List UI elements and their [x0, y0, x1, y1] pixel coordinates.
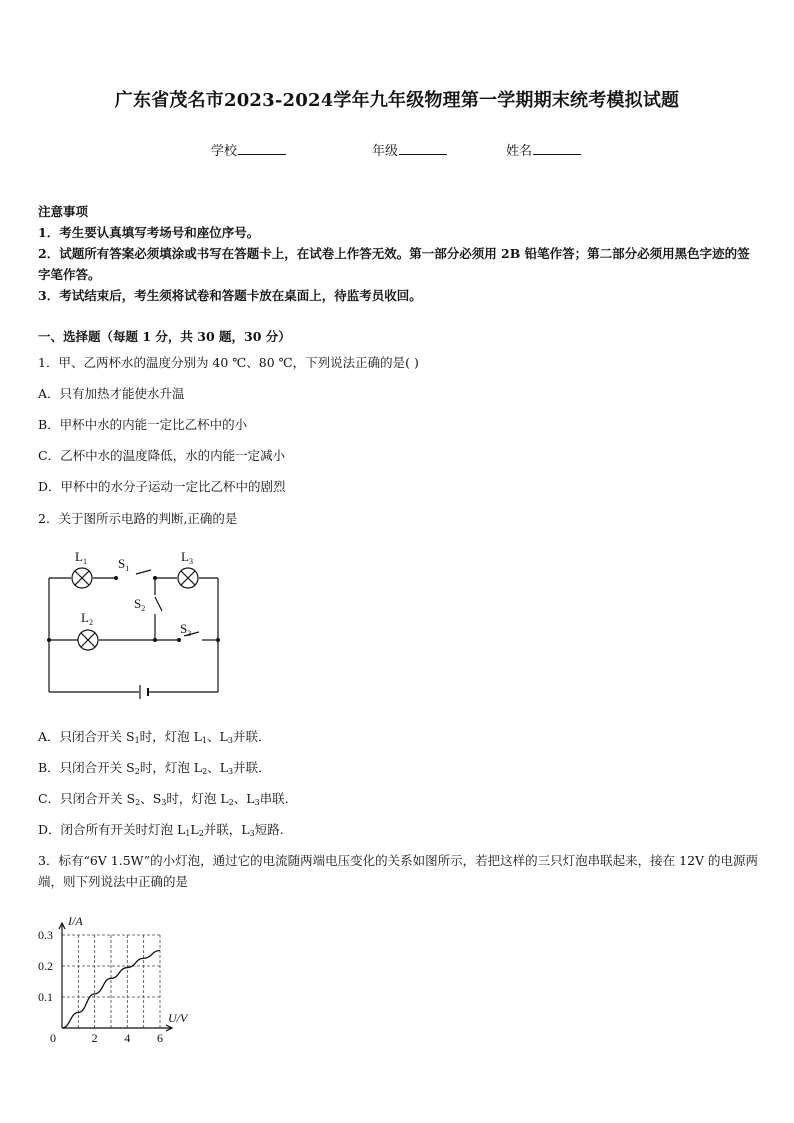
- q1-option-d[interactable]: D．甲杯中的水分子运动一定比乙杯中的剧烈: [38, 479, 286, 494]
- grade-field[interactable]: [372, 140, 447, 159]
- school-field[interactable]: [211, 140, 286, 159]
- junction-dot: [153, 638, 157, 642]
- school-label: 学校: [211, 144, 238, 159]
- junction-dot: [216, 638, 220, 642]
- q2-option-c[interactable]: C．只闭合开关 $S_2$、$S_3$时，灯泡 $L_2$、$L_3$串联．: [38, 791, 298, 807]
- q1-option-c[interactable]: C．乙杯中水的温度降低，水的内能一定减小: [38, 448, 286, 463]
- note-item: 2．试题所有答案必须填涂或书写在答题卡上，在试卷上作答无效。第一部分必须用 2B 铅笔作答；第二部分必须用黑色字迹的签字笔作答。: [38, 246, 750, 282]
- q2-option-b[interactable]: B．只闭合开关 $S_2$时，灯泡 $L_2$、$L_3$并联．: [38, 760, 271, 776]
- note-item: 3．考试结束后，考生须将试卷和答题卡放在桌面上，待监考员收回。: [38, 288, 422, 303]
- x-tick-label: 2: [91, 1031, 98, 1045]
- grade-blank[interactable]: [399, 144, 447, 155]
- lamp-l2-icon: [78, 630, 98, 650]
- junction-dot: [177, 638, 181, 642]
- name-blank[interactable]: [533, 144, 581, 155]
- notes-heading: 注意事项: [38, 204, 89, 219]
- junction-dot: [47, 638, 51, 642]
- chart-ylabel: I/A: [68, 914, 83, 928]
- section-heading: 一、选择题（每题 1 分，共 30 题，30 分）: [38, 329, 291, 344]
- chart-grid: [62, 935, 160, 1028]
- label-s1: $S_1$: [118, 556, 130, 573]
- grade-label: 年级: [372, 144, 399, 159]
- q2-option-d[interactable]: D．闭合所有开关时灯泡 $L_1L_2$并联，$L_3$短路.: [38, 822, 284, 838]
- y-tick-label: 0.1: [38, 990, 53, 1004]
- label-l1: $L_1$: [75, 549, 87, 566]
- y-tick-label: 0.3: [38, 928, 53, 942]
- note-item: 1．考生要认真填写考场号和座位序号。: [38, 225, 260, 240]
- q3-stem: 3．标有“6V 1.5W”的小灯泡，通过它的电流随两端电压变化的关系如图所示，若把这样的三只灯泡串联起来，接在 12V 的电源两端，则下列说法中正确的是: [38, 853, 759, 889]
- school-blank[interactable]: [238, 144, 286, 155]
- lamp-l3-icon: [178, 568, 198, 588]
- chart-xlabel: U/V: [168, 1011, 188, 1025]
- q1-stem: 1．甲、乙两杯水的温度分别为 40 ℃、80 ℃，下列说法正确的是( ): [38, 355, 419, 370]
- iu-chart: [30, 910, 210, 1050]
- label-s3: $S_3$: [180, 621, 192, 638]
- switch-s2-blade: [155, 597, 162, 611]
- q2-stem: 2．关于图所示电路的判断,正确的是: [38, 511, 238, 526]
- x-tick-label: 6: [157, 1031, 163, 1045]
- x-tick-label: 0: [50, 1031, 56, 1045]
- junction-dot: [153, 576, 157, 580]
- lamp-l1-icon: [72, 568, 92, 588]
- label-l2: $L_2$: [81, 610, 93, 627]
- q2-option-a[interactable]: A．只闭合开关 $S_1$时，灯泡 $L_1$、$L_3$并联．: [38, 729, 271, 745]
- label-s2: $S_2$: [134, 596, 146, 613]
- junction-dot: [114, 576, 118, 580]
- name-field[interactable]: [506, 140, 581, 159]
- switch-s1-blade: [136, 570, 151, 574]
- circuit-diagram: [38, 540, 238, 710]
- label-l3: $L_3$: [181, 549, 193, 566]
- page-title: 广东省茂名市2023-2024学年九年级物理第一学期期末统考模拟试题: [114, 90, 680, 111]
- name-label: 姓名: [506, 144, 533, 159]
- y-tick-label: 0.2: [38, 959, 53, 973]
- q1-option-a[interactable]: A．只有加热才能使水升温: [38, 386, 185, 401]
- x-tick-label: 4: [124, 1031, 131, 1045]
- q1-option-b[interactable]: B．甲杯中水的内能一定比乙杯中的小: [38, 417, 248, 432]
